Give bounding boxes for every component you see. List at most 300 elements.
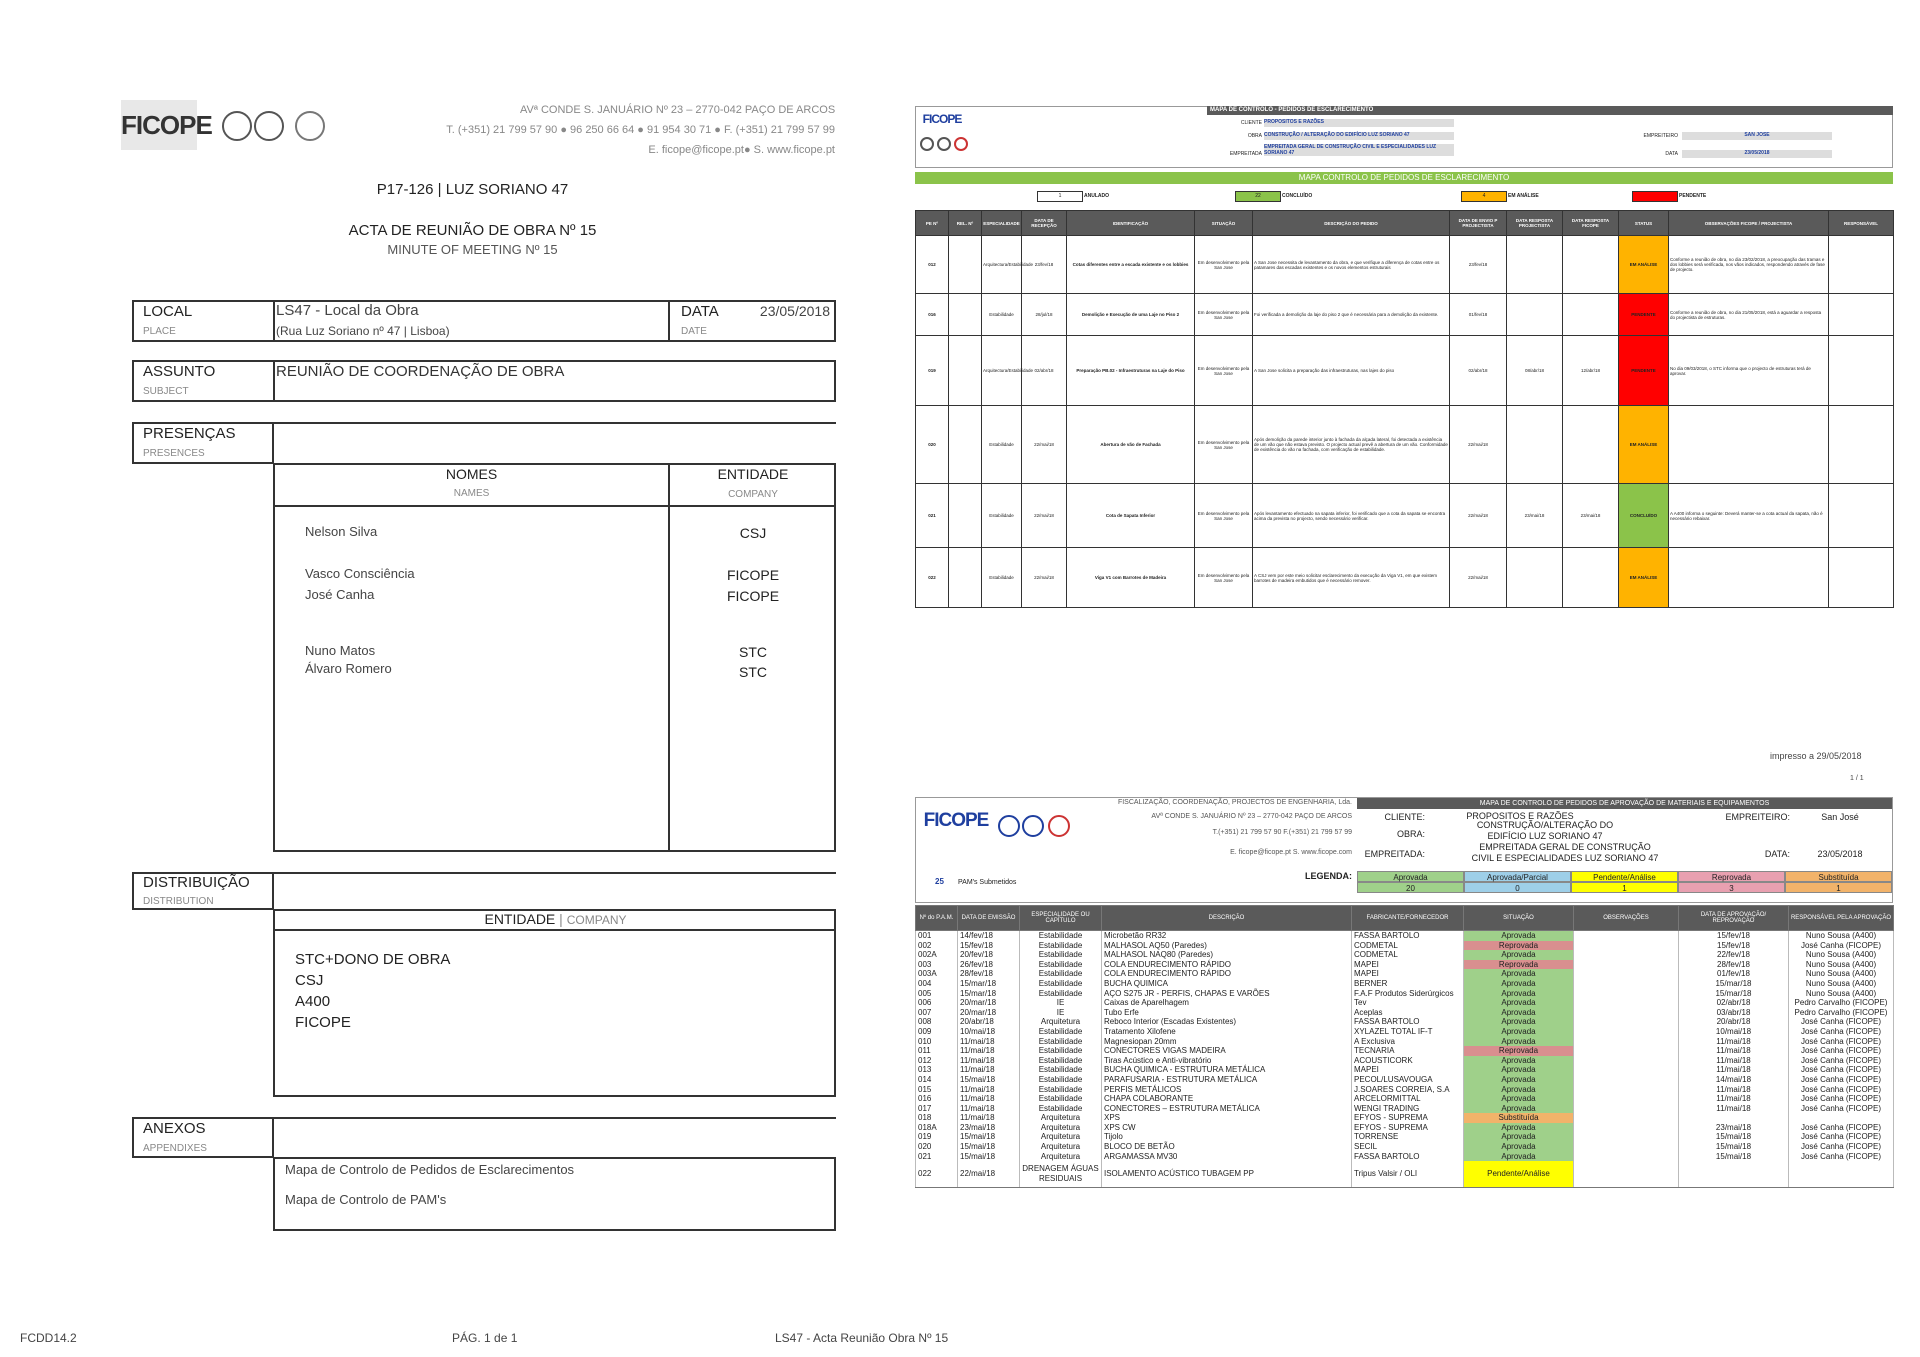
pam-status: Aprovada bbox=[1464, 931, 1574, 941]
pam-approval-date: 20/abr/18 bbox=[1679, 1017, 1789, 1027]
pam-notes bbox=[1574, 1104, 1679, 1114]
esc-legend-swatch bbox=[1461, 191, 1507, 202]
esc-cell-sit: Em desenvolvimento pela San Jose bbox=[1195, 336, 1253, 406]
esc-table bbox=[915, 210, 1894, 608]
local-sublabel: PLACE bbox=[143, 326, 176, 337]
company-contacts: E. ficope@ficope.pt● S. www.ficope.pt bbox=[648, 144, 835, 156]
appendix-item: Mapa de Controlo de Pedidos de Esclarecimentos bbox=[285, 1162, 575, 1177]
pam-table-row bbox=[916, 989, 1894, 999]
pam-legend-count: 20 bbox=[1357, 882, 1464, 893]
pam-emission-date: 15/mai/18 bbox=[958, 1142, 1020, 1152]
esc-cell-rp bbox=[1507, 236, 1563, 294]
pam-description: COLA ENDURECIMENTO RÁPIDO bbox=[1102, 969, 1352, 979]
local-address: (Rua Luz Soriano nº 47 | Lisboa) bbox=[276, 324, 450, 338]
presences-sublabel: PRESENCES bbox=[143, 448, 205, 459]
distribution-label: DISTRIBUIÇÃO bbox=[143, 874, 250, 891]
pam-column-header: FABRICANTE/FORNECEDOR bbox=[1352, 906, 1464, 931]
esc-cell-env: 22/mai/18 bbox=[1450, 548, 1507, 608]
esc-column-header: DATA DE RECEPÇÃO bbox=[1022, 211, 1067, 236]
pam-table-row bbox=[916, 1008, 1894, 1018]
pam-emission-date: 15/mai/18 bbox=[958, 1132, 1020, 1142]
pam-phones: T.(+351) 21 799 57 90 F.(+351) 21 799 57 99 bbox=[1212, 829, 1352, 836]
pam-approval-date: 11/mai/18 bbox=[1679, 1094, 1789, 1104]
pam-approval-date: 28/fev/18 bbox=[1679, 960, 1789, 970]
esc-cell bbox=[1829, 236, 1894, 294]
distribution-col: ENTIDADE | COMPANY bbox=[484, 911, 627, 927]
pam-number: 006 bbox=[916, 998, 958, 1008]
pam-approval-date bbox=[1679, 1113, 1789, 1123]
pam-date-label: DATA: bbox=[1764, 849, 1790, 859]
esc-cell-status: EM ANÁLISE bbox=[1619, 406, 1669, 484]
pam-responsible: Nuno Sousa (A400) bbox=[1789, 931, 1894, 941]
esc-cell-desc: A CSJ vem por este meio solicitar esclarecimento da execução da Viga V1, em que existem barrotes de madeira embutidos que é necessário remover. bbox=[1253, 548, 1450, 608]
pam-description: PARAFUSARIA - ESTRUTURA METÁLICA bbox=[1102, 1075, 1352, 1085]
pam-notes bbox=[1574, 960, 1679, 970]
cert-icon bbox=[937, 137, 951, 151]
esc-table-row bbox=[916, 294, 1894, 336]
esc-cell-sit: Em desenvolvimento pela San Jose bbox=[1195, 548, 1253, 608]
esc-cell bbox=[949, 336, 982, 406]
pam-emission-date: 28/fev/18 bbox=[958, 969, 1020, 979]
esc-cell-status: EM ANÁLISE bbox=[1619, 548, 1669, 608]
esc-legend-count: 1 bbox=[1058, 193, 1062, 199]
esc-cell-rf bbox=[1563, 548, 1619, 608]
project-code: P17-126 | LUZ SORIANO 47 bbox=[376, 181, 569, 198]
esc-cell-pe: 022 bbox=[916, 548, 949, 608]
pam-description: CHAPA COLABORANTE bbox=[1102, 1094, 1352, 1104]
pam-table-row bbox=[916, 979, 1894, 989]
pam-number: 018A bbox=[916, 1123, 958, 1133]
date-label: DATA bbox=[681, 303, 719, 320]
pam-legend-label: Aprovada/Parcial bbox=[1464, 871, 1571, 882]
pam-description: XPS CW bbox=[1102, 1123, 1352, 1133]
esc-cell bbox=[1829, 484, 1894, 548]
esc-column-header: SITUAÇÃO bbox=[1195, 211, 1253, 236]
pam-number: 003A bbox=[916, 969, 958, 979]
pam-approval-date: 10/mai/18 bbox=[1679, 1027, 1789, 1037]
esc-cell-rp bbox=[1507, 548, 1563, 608]
distribution-col-sub: COMPANY bbox=[566, 913, 627, 927]
pam-approval-date: 11/mai/18 bbox=[1679, 1104, 1789, 1114]
esc-work-text: CONSTRUÇÃO / ALTERAÇÃO DO EDIFÍCIO LUZ SORIANO 47 bbox=[1264, 132, 1410, 138]
esc-cell-rec: 23/fev/18 bbox=[1022, 236, 1067, 294]
pam-approval-date: 03/abr/18 bbox=[1679, 1008, 1789, 1018]
esc-cell-ident: Viga V1 com Barrotes de Madeira bbox=[1067, 548, 1195, 608]
pam-description: BUCHA QUIMICA - ESTRUTURA METÁLICA bbox=[1102, 1065, 1352, 1075]
pam-number: 014 bbox=[916, 1075, 958, 1085]
pam-emission-date: 15/mar/18 bbox=[958, 979, 1020, 989]
pam-number: 001 bbox=[916, 931, 958, 941]
pam-number: 022 bbox=[916, 1161, 958, 1188]
pam-table-row bbox=[916, 950, 1894, 960]
presence-name: José Canha bbox=[305, 587, 375, 602]
pam-submitted-label: PAM's Submetidos bbox=[958, 879, 1017, 886]
distribution-col-label: ENTIDADE bbox=[484, 911, 556, 927]
pam-description: Tratamento Xilofene bbox=[1102, 1027, 1352, 1037]
pam-responsible: José Canha (FICOPE) bbox=[1789, 1065, 1894, 1075]
pam-number: 005 bbox=[916, 989, 958, 999]
pam-supplier: WENGI TRADING bbox=[1352, 1104, 1464, 1114]
esc-column-header: DATA RESPOSTA FICOPE bbox=[1563, 211, 1619, 236]
subject-sublabel: SUBJECT bbox=[143, 386, 189, 397]
page-number: PÁG. 1 de 1 bbox=[452, 1331, 518, 1345]
esc-cell-pe: 012 bbox=[916, 236, 949, 294]
esc-work-value bbox=[1264, 132, 1454, 140]
esc-legend-label: PENDENTE bbox=[1679, 193, 1707, 199]
pam-number: 003 bbox=[916, 960, 958, 970]
document-name: LS47 - Acta Reunião Obra Nº 15 bbox=[775, 1331, 949, 1345]
esc-cell-rec: 22/mai/18 bbox=[1022, 484, 1067, 548]
pam-table-row bbox=[916, 1094, 1894, 1104]
pam-notes bbox=[1574, 1027, 1679, 1037]
pam-supplier: CODMETAL bbox=[1352, 950, 1464, 960]
pam-status: Pendente/Análise bbox=[1464, 1161, 1574, 1188]
pam-table-row bbox=[916, 1161, 1894, 1188]
pam-emission-date: 11/mai/18 bbox=[958, 1065, 1020, 1075]
pam-table-row bbox=[916, 1132, 1894, 1142]
pam-supplier: ARCELORMITTAL bbox=[1352, 1094, 1464, 1104]
esc-table-row bbox=[916, 484, 1894, 548]
esc-legend-label: EM ANÁLISE bbox=[1508, 193, 1539, 199]
esc-cell-rec: 02/abr/18 bbox=[1022, 336, 1067, 406]
pam-supplier: SECIL bbox=[1352, 1142, 1464, 1152]
esc-cell-status: CONCLUÍDO bbox=[1619, 484, 1669, 548]
pam-number: 004 bbox=[916, 979, 958, 989]
pam-approval-date: 15/mai/18 bbox=[1679, 1152, 1789, 1162]
pam-approval-date: 15/mai/18 bbox=[1679, 1132, 1789, 1142]
esc-cell bbox=[1829, 406, 1894, 484]
pam-table-row bbox=[916, 1065, 1894, 1075]
pam-notes bbox=[1574, 1094, 1679, 1104]
pam-notes bbox=[1574, 1065, 1679, 1075]
appendixes-sublabel: APPENDIXES bbox=[143, 1143, 207, 1154]
pam-specialty: Estabilidade bbox=[1020, 969, 1102, 979]
distribution-sublabel: DISTRIBUTION bbox=[143, 896, 214, 907]
esc-cell-desc: Após levantamento efectuado na sapata inferior, foi verificado que a cota da sapata se encontra acima da prevista no projecto, sendo necessário verificar. bbox=[1253, 484, 1450, 548]
pam-specialty: Estabilidade bbox=[1020, 1056, 1102, 1066]
pam-number: 008 bbox=[916, 1017, 958, 1027]
pam-approval-date: 23/mai/18 bbox=[1679, 1123, 1789, 1133]
esc-band-title: MAPA CONTROLO DE PEDIDOS DE ESCLARECIMENTO bbox=[1298, 173, 1510, 182]
esc-cell-env: 02/abr/18 bbox=[1450, 336, 1507, 406]
pam-address: AVª CONDE S. JANUÁRIO Nº 23 – 2770-042 PAÇO DE ARCOS bbox=[1151, 813, 1352, 820]
pam-column-header: SITUAÇÃO bbox=[1464, 906, 1574, 931]
esc-cell-rf: 12/abr/18 bbox=[1563, 336, 1619, 406]
pam-legend-count: 0 bbox=[1464, 882, 1571, 893]
subject-label: ASSUNTO bbox=[143, 363, 216, 380]
local-box bbox=[132, 300, 836, 342]
pam-supplier: FASSA BARTOLO bbox=[1352, 1152, 1464, 1162]
pam-legend-label: LEGENDA: bbox=[1305, 871, 1352, 881]
pam-company: FISCALIZAÇÃO, COORDENAÇÃO, PROJECTOS DE ENGENHARIA, Lda. bbox=[1117, 799, 1352, 806]
pam-specialty: Estabilidade bbox=[1020, 960, 1102, 970]
pam-specialty: Estabilidade bbox=[1020, 1027, 1102, 1037]
pam-table-row bbox=[916, 1152, 1894, 1162]
esc-cell-obs bbox=[1669, 548, 1829, 608]
pam-status: Reprovada bbox=[1464, 1046, 1574, 1056]
pam-supplier: EFYOS - SUPREMA bbox=[1352, 1123, 1464, 1133]
pam-responsible: José Canha (FICOPE) bbox=[1789, 1152, 1894, 1162]
pam-responsible: Nuno Sousa (A400) bbox=[1789, 979, 1894, 989]
esc-legend-swatch bbox=[1037, 191, 1083, 202]
pam-supplier: F.A.F Produtos Siderúrgicos bbox=[1352, 989, 1464, 999]
pam-description: BUCHA QUIMICA bbox=[1102, 979, 1352, 989]
pam-notes bbox=[1574, 1142, 1679, 1152]
esc-column-header: DATA DE ENVIO P PROJECTISTA bbox=[1450, 211, 1507, 236]
esc-cell-sit: Em desenvolvimento pela San Jose bbox=[1195, 236, 1253, 294]
esc-cell-obs: A A400 informa o seguinte: Deverá manter-se a cota actual da sapata, não é necessário rebaixar. bbox=[1669, 484, 1829, 548]
pam-notes bbox=[1574, 979, 1679, 989]
pam-emission-date: 26/fev/18 bbox=[958, 960, 1020, 970]
esc-cell-rp: 23/mai/18 bbox=[1507, 484, 1563, 548]
pam-supplier: MAPEI bbox=[1352, 1065, 1464, 1075]
pam-number: 020 bbox=[916, 1142, 958, 1152]
ficope-logo: FICOPE bbox=[121, 100, 197, 150]
pam-supplier: CODMETAL bbox=[1352, 941, 1464, 951]
pam-number: 011 bbox=[916, 1046, 958, 1056]
pam-approval-date: 15/mar/18 bbox=[1679, 989, 1789, 999]
pam-responsible: Pedro Carvalho (FICOPE) bbox=[1789, 1008, 1894, 1018]
pam-supplier: EFYOS - SUPREMA bbox=[1352, 1113, 1464, 1123]
pam-specialty: Arquitetura bbox=[1020, 1142, 1102, 1152]
pam-status: Aprovada bbox=[1464, 1123, 1574, 1133]
esc-cell-rp: 08/abr/18 bbox=[1507, 336, 1563, 406]
esc-contract-label: EMPREITADA bbox=[1229, 151, 1262, 157]
subject-value: REUNIÃO DE COORDENAÇÃO DE OBRA bbox=[276, 363, 565, 380]
esc-cell-esp: Estabilidade bbox=[982, 484, 1022, 548]
pam-table-row bbox=[916, 931, 1894, 941]
pam-column-header: OBSERVAÇÕES bbox=[1574, 906, 1679, 931]
pam-status: Aprovada bbox=[1464, 969, 1574, 979]
pam-number: 018 bbox=[916, 1113, 958, 1123]
pam-client: PROPOSITOS E RAZÕES bbox=[1466, 811, 1574, 821]
pam-specialty: Estabilidade bbox=[1020, 1094, 1102, 1104]
esc-cell-pe: 016 bbox=[916, 294, 949, 336]
pam-supplier: Tev bbox=[1352, 998, 1464, 1008]
pam-table-row bbox=[916, 1085, 1894, 1095]
pam-emission-date: 11/mai/18 bbox=[958, 1113, 1020, 1123]
pam-description: Tijolo bbox=[1102, 1132, 1352, 1142]
esc-date-text: 23/05/2018 bbox=[1744, 150, 1770, 156]
pam-emission-date: 15/fev/18 bbox=[958, 941, 1020, 951]
pam-status: Aprovada bbox=[1464, 1094, 1574, 1104]
cert-icon bbox=[1048, 815, 1070, 837]
pam-description: COLA ENDURECIMENTO RÁPIDO bbox=[1102, 960, 1352, 970]
pam-responsible: Nuno Sousa (A400) bbox=[1789, 989, 1894, 999]
date-sublabel: DATE bbox=[681, 326, 707, 337]
pam-responsible: José Canha (FICOPE) bbox=[1789, 1075, 1894, 1085]
esc-column-header: STATUS bbox=[1619, 211, 1669, 236]
esc-client-text: PROPOSITOS E RAZÕES bbox=[1264, 119, 1324, 125]
esc-cell-rf bbox=[1563, 294, 1619, 336]
pam-approval-date bbox=[1679, 1161, 1789, 1188]
pam-emission-date: 15/mai/18 bbox=[958, 1075, 1020, 1085]
pam-description: Caixas de Aparelhagem bbox=[1102, 998, 1352, 1008]
pam-number: 012 bbox=[916, 1056, 958, 1066]
presence-entity: STC bbox=[739, 664, 767, 680]
pam-date: 23/05/2018 bbox=[1817, 849, 1863, 859]
pam-approval-date: 11/mai/18 bbox=[1679, 1085, 1789, 1095]
pam-emission-date: 20/abr/18 bbox=[958, 1017, 1020, 1027]
presences-col-names: NOMES bbox=[445, 466, 498, 482]
esc-legend-label: CONCLUÍDO bbox=[1282, 193, 1313, 199]
pam-status: Aprovada bbox=[1464, 979, 1574, 989]
pam-status: Aprovada bbox=[1464, 1085, 1574, 1095]
distribution-item: STC+DONO DE OBRA bbox=[295, 951, 451, 968]
pam-table-row bbox=[916, 1113, 1894, 1123]
pam-description: AÇO S275 JR - PERFIS, CHAPAS E VARÕES bbox=[1102, 989, 1352, 999]
pam-responsible: José Canha (FICOPE) bbox=[1789, 1094, 1894, 1104]
pam-emission-date: 20/fev/18 bbox=[958, 950, 1020, 960]
esc-cell-rec: 28/jul/18 bbox=[1022, 294, 1067, 336]
presence-name: Vasco Consciência bbox=[305, 566, 415, 581]
pam-legend-label: Aprovada bbox=[1357, 871, 1464, 882]
esc-cell bbox=[949, 236, 982, 294]
pam-emission-date: 11/mai/18 bbox=[958, 1085, 1020, 1095]
pam-notes bbox=[1574, 1132, 1679, 1142]
pam-supplier: MAPEI bbox=[1352, 960, 1464, 970]
pam-column-header: DESCRIÇÃO bbox=[1102, 906, 1352, 931]
pam-specialty: Estabilidade bbox=[1020, 950, 1102, 960]
pam-specialty: Estabilidade bbox=[1020, 1065, 1102, 1075]
pam-supplier: TECNARIA bbox=[1352, 1046, 1464, 1056]
esc-legend-label: ANULADO bbox=[1084, 193, 1109, 199]
pam-specialty: Estabilidade bbox=[1020, 979, 1102, 989]
pam-approval-date: 01/fev/18 bbox=[1679, 969, 1789, 979]
pam-supplier: PECOL/LUSAVOUGA bbox=[1352, 1075, 1464, 1085]
pam-responsible: José Canha (FICOPE) bbox=[1789, 1132, 1894, 1142]
pam-contractor-label: EMPREITEIRO: bbox=[1725, 812, 1790, 822]
pam-number: 017 bbox=[916, 1104, 958, 1114]
pam-table-row bbox=[916, 941, 1894, 951]
pam-supplier: FASSA BARTOLO bbox=[1352, 931, 1464, 941]
pam-number: 009 bbox=[916, 1027, 958, 1037]
pam-legend-label: Pendente/Análise bbox=[1571, 871, 1678, 882]
pam-notes bbox=[1574, 1113, 1679, 1123]
ficope-logo: FICOPE bbox=[920, 807, 992, 835]
pam-description: XPS bbox=[1102, 1113, 1352, 1123]
pam-table-row bbox=[916, 1056, 1894, 1066]
pam-emission-date: 15/mai/18 bbox=[958, 1152, 1020, 1162]
esc-contractor-label: EMPREITEIRO bbox=[1643, 133, 1678, 139]
distribution-item: FICOPE bbox=[295, 1014, 351, 1031]
pam-specialty: Arquitetura bbox=[1020, 1132, 1102, 1142]
pam-description: Microbetão RR32 bbox=[1102, 931, 1352, 941]
pam-number: 007 bbox=[916, 1008, 958, 1018]
pam-specialty: Arquitetura bbox=[1020, 1152, 1102, 1162]
appendixes-label: ANEXOS bbox=[143, 1120, 206, 1137]
pam-approval-date: 22/fev/18 bbox=[1679, 950, 1789, 960]
pam-supplier: ACOUSTICORK bbox=[1352, 1056, 1464, 1066]
pam-specialty: Arquitetura bbox=[1020, 1113, 1102, 1123]
pam-legend-label: Reprovada bbox=[1678, 871, 1785, 882]
pam-description: CONECTORES VIGAS MADEIRA bbox=[1102, 1046, 1352, 1056]
pam-status: Aprovada bbox=[1464, 1152, 1574, 1162]
pam-description: Tiras Acústico e Anti-vibratório bbox=[1102, 1056, 1352, 1066]
esc-contractor-value bbox=[1682, 132, 1832, 140]
esc-cell bbox=[949, 548, 982, 608]
esc-client-label: CLIENTE bbox=[1240, 120, 1262, 126]
printed-date: impresso a 29/05/2018 bbox=[1770, 751, 1862, 761]
pam-emission-date: 20/mar/18 bbox=[958, 1008, 1020, 1018]
pam-emission-date: 11/mai/18 bbox=[958, 1104, 1020, 1114]
pam-description: ISOLAMENTO ACÚSTICO TUBAGEM PP bbox=[1102, 1161, 1352, 1188]
esc-cell-rec: 22/mai/18 bbox=[1022, 548, 1067, 608]
esc-cell bbox=[1829, 294, 1894, 336]
pam-approval-date: 11/mai/18 bbox=[1679, 1037, 1789, 1047]
esc-cell-desc: A San Jose solicita a preparação das infraestruturas, nas lajes do piso bbox=[1253, 336, 1450, 406]
presence-name: Álvaro Romero bbox=[305, 661, 392, 676]
pam-emission-date: 15/mar/18 bbox=[958, 989, 1020, 999]
pam-responsible bbox=[1789, 1161, 1894, 1188]
esc-cell bbox=[1829, 336, 1894, 406]
pam-table-row bbox=[916, 1037, 1894, 1047]
iqnet-cert-icon bbox=[254, 111, 284, 141]
pam-title: MAPA DE CONTROLO DE PEDIDOS DE APROVAÇÃO DE MATERIAIS E EQUIPAMENTOS bbox=[1479, 800, 1770, 807]
presences-col-entity-sub: COMPANY bbox=[728, 489, 778, 500]
pam-specialty: Estabilidade bbox=[1020, 1037, 1102, 1047]
pam-legend-count: 3 bbox=[1678, 882, 1785, 893]
pam-number: 016 bbox=[916, 1094, 958, 1104]
pam-responsible: José Canha (FICOPE) bbox=[1789, 1017, 1894, 1027]
pam-specialty: Estabilidade bbox=[1020, 941, 1102, 951]
esc-work-label: OBRA bbox=[1247, 133, 1262, 139]
pam-approval-date: 15/mar/18 bbox=[1679, 979, 1789, 989]
pam-table bbox=[915, 905, 1894, 1188]
esc-legend-count: 4 bbox=[1482, 193, 1486, 199]
pam-notes bbox=[1574, 931, 1679, 941]
pam-table-row bbox=[916, 1075, 1894, 1085]
pam-responsible: José Canha (FICOPE) bbox=[1789, 1085, 1894, 1095]
esc-client-value bbox=[1264, 119, 1454, 127]
distribution-table bbox=[273, 909, 836, 1097]
esc-column-header: RESPONSÁVEL bbox=[1829, 211, 1894, 236]
presences-col-names-sub: NAMES bbox=[453, 488, 490, 499]
pam-status: Aprovada bbox=[1464, 1104, 1574, 1114]
presence-entity: FICOPE bbox=[726, 567, 780, 583]
pam-status: Aprovada bbox=[1464, 1056, 1574, 1066]
pam-emission-date: 14/fev/18 bbox=[958, 931, 1020, 941]
pam-description: MALHASOL NAQ80 (Paredes) bbox=[1102, 950, 1352, 960]
pam-description: MALHASOL AQ50 (Paredes) bbox=[1102, 941, 1352, 951]
cert-icon bbox=[1022, 815, 1044, 837]
pam-number: 010 bbox=[916, 1037, 958, 1047]
esc-cell-rp bbox=[1507, 406, 1563, 484]
pam-status: Aprovada bbox=[1464, 1075, 1574, 1085]
esc-column-header: REL. Nº bbox=[949, 211, 982, 236]
pam-supplier: XYLAZEL TOTAL IF-T bbox=[1352, 1027, 1464, 1037]
pam-client-label: CLIENTE: bbox=[1384, 812, 1425, 822]
pam-description: PERFIS METÁLICOS bbox=[1102, 1085, 1352, 1095]
pam-status: Aprovada bbox=[1464, 1037, 1574, 1047]
pam-supplier: J.SOARES CORREIA, S.A bbox=[1352, 1085, 1464, 1095]
esc-contractor-text: SAN JOSE bbox=[1744, 132, 1770, 138]
ficope-logo: FICOPE bbox=[918, 108, 966, 130]
pam-table-row bbox=[916, 969, 1894, 979]
pam-column-header: DATA DE EMISSÃO bbox=[958, 906, 1020, 931]
esc-cell-esp: Estabilidade bbox=[982, 294, 1022, 336]
esc-cell-ident: Demolição e Execução de uma Laje no Piso 2 bbox=[1067, 294, 1195, 336]
esc-cell-sit: Em desenvolvimento pela San Jose bbox=[1195, 484, 1253, 548]
quality-cert-icon bbox=[295, 111, 325, 141]
esc-cell-rf bbox=[1563, 236, 1619, 294]
esc-cell-env: 22/mai/18 bbox=[1450, 484, 1507, 548]
pam-supplier: MAPEI bbox=[1352, 969, 1464, 979]
pam-responsible bbox=[1789, 1113, 1894, 1123]
cert-icon bbox=[920, 137, 934, 151]
pam-emission-date: 11/mai/18 bbox=[958, 1056, 1020, 1066]
minute-title: ACTA DE REUNIÃO DE OBRA Nº 15 bbox=[348, 222, 597, 239]
